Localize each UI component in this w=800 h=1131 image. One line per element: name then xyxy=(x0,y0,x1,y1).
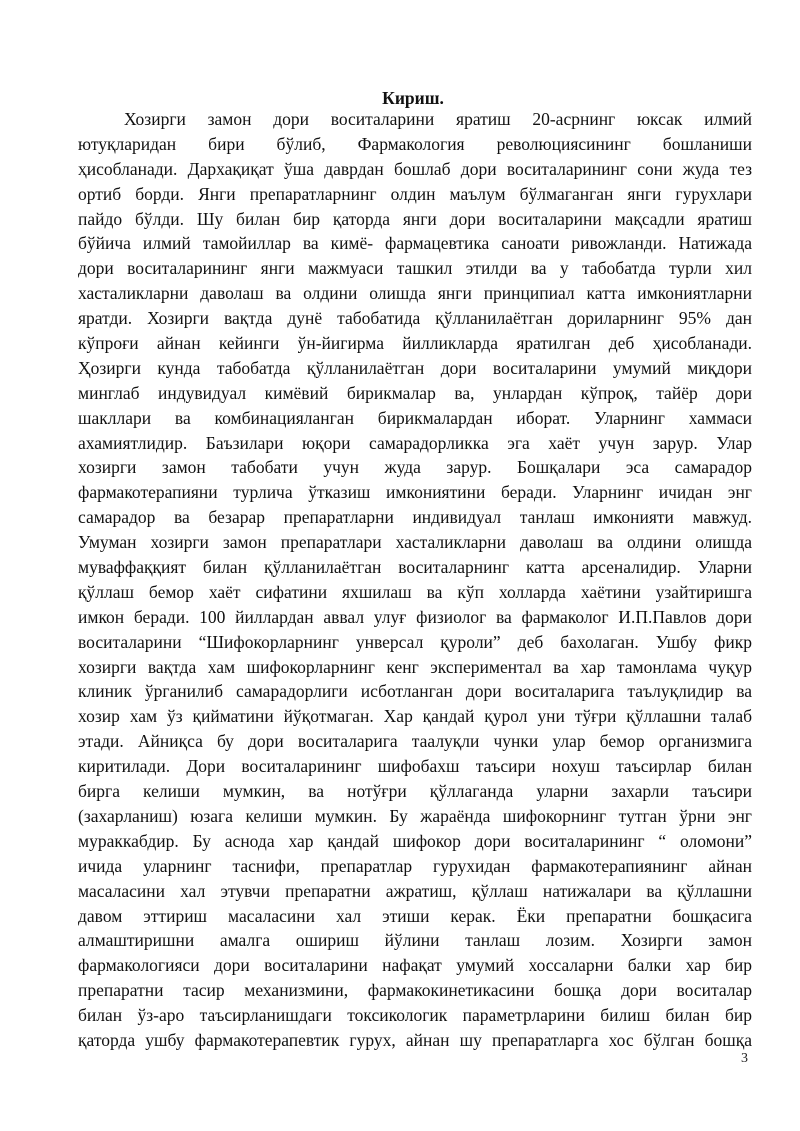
text-line: яратди. Хозирги вақтда дунё табобатида қўлланилаётган дориларнинг 95% дан xyxy=(78,308,752,329)
text-line: Ҳозирги кунда табобатда қўлланилаётган дори воситаларини умумий миқдори xyxy=(78,357,752,378)
text-line: клиник ўрганилиб самарадорлиги исботланган дори воситаларига таълуқлидир ва xyxy=(78,681,752,702)
text-line: ичида уларнинг таснифи, препаратлар гурухидан фармакотерапиянинг айнан xyxy=(78,855,752,876)
text-line: этади. Айниқса бу дори воситаларига таалуқли чунки улар бемор организмига xyxy=(78,731,752,752)
text-line: ютуқларидан бири бўлиб, Фармакология революциясининг бошланиши xyxy=(78,133,752,154)
text-line: фармакологияси дори воситаларини нафақат умумий хоссаларни балки хар бир xyxy=(78,955,752,976)
text-line: давом эттириш масаласини хал этиши керак. Ёки препаратни бошқасига xyxy=(78,905,752,926)
text-line: имкон беради. 100 йиллардан аввал улуғ физиолог ва фармаколог И.П.Павлов дори xyxy=(78,606,752,627)
text-line: масаласини хал этувчи препаратни ажратиш, қўллаш натижалари ва қўллашни xyxy=(78,880,752,901)
text-line: хозирги вақтда хам шифокорларнинг кенг экспериментал ва хар тамонлама чуқур xyxy=(78,656,752,677)
text-line: қўллаш бемор хаёт сифатини яхшилаш ва кўп холларда хаётини узайтиришга xyxy=(78,581,752,602)
text-line: киритилади. Дори воситаларининг шифобахш таъсири нохуш таъсирлар билан xyxy=(78,756,752,777)
page-number: 3 xyxy=(741,1051,748,1066)
text-line: бўйича илмий тамойиллар ва кимё- фармацевтика саноати ривожланди. Натижада xyxy=(78,233,752,254)
text-line: самарадор ва безарар препаратларни индивидуал танлаш имконияти мавжуд. xyxy=(78,507,752,528)
text-line: препаратни тасир механизмини, фармакокинетикасини бошқа дори воситалар xyxy=(78,980,752,1001)
text-line: (захарланиш) юзага келиши мумкин. Бу жараёнда шифокорнинг тутган ўрни энг xyxy=(78,805,752,826)
text-line: фармакотерапияни турлича ўтказиш имкониятини беради. Уларнинг ичидан энг xyxy=(78,482,752,503)
section-heading: Кириш. xyxy=(382,88,444,108)
text-line: минглаб индувидуал кимёвий бирикмалар ва, унлардан кўпроқ, тайёр дори xyxy=(78,382,752,403)
text-line: Умуман хозирги замон препаратлари хасталикларни даволаш ва олдини олишда xyxy=(78,532,752,553)
text-line: хозирги замон табобати учун жуда зарур. Бошқалари эса самарадор xyxy=(78,457,752,478)
text-line: хасталикларни даволаш ва олдини олишда янги принципиал катта имкониятларни xyxy=(78,283,752,304)
text-line: ахамиятлидир. Баъзилари юқори самарадорликка эга хаёт учун зарур. Улар xyxy=(78,432,752,453)
text-line: Хозирги замон дори воситаларини яратиш 20-асрнинг юксак илмий xyxy=(124,109,752,129)
text-line: алмаштиришни амалга ошириш йўлини танлаш лозим. Хозирги замон xyxy=(78,930,752,951)
text-line: муваффаққият билан қўлланилаётган воситаларнинг катта арсеналидир. Уларни xyxy=(78,557,752,578)
text-line: шакллари ва комбинацияланган бирикмалардан иборат. Уларнинг хаммаси xyxy=(78,407,752,428)
text-line: ҳисобланади. Дархақиқат ўша даврдан бошлаб дори воситаларининг сони жуда тез xyxy=(78,158,752,179)
text-line: пайдо бўлди. Шу билан бир қаторда янги дори воситаларини мақсадли яратиш xyxy=(78,208,752,229)
text-line: ортиб борди. Янги препаратларнинг олдин маълум бўлмаганган янги гурухлари xyxy=(78,183,752,204)
text-line: мураккабдир. Бу аснода хар қандай шифокор дори воситаларининг “ оломони” xyxy=(78,830,752,851)
body-paragraph xyxy=(78,107,752,1053)
text-line: кўпроғи айнан кейинги ўн-йигирма йилликларда яратилган деб ҳисобланади. xyxy=(78,333,752,354)
text-line: хозир хам ўз қийматини йўқотмаган. Хар қандай қурол уни тўғри қўллашни талаб xyxy=(78,706,752,727)
text-line: қаторда ушбу фармакотерапевтик гурух, айнан шу препаратларга хос бўлган бошқа xyxy=(78,1029,752,1050)
text-line: билан ўз-аро таъсирланишдаги токсикологик параметрларини билиш билан бир xyxy=(78,1005,752,1026)
text-line: бирга келиши мумкин, ва нотўғри қўллаганда уларни захарли таъсири xyxy=(78,781,752,802)
text-line: воситаларини “Шифокорларнинг унверсал қуроли” деб бахолаган. Ушбу фикр xyxy=(78,631,752,652)
text-line: дори воситаларининг янги мажмуаси ташкил этилди ва у табобатда турли хил xyxy=(78,258,752,279)
